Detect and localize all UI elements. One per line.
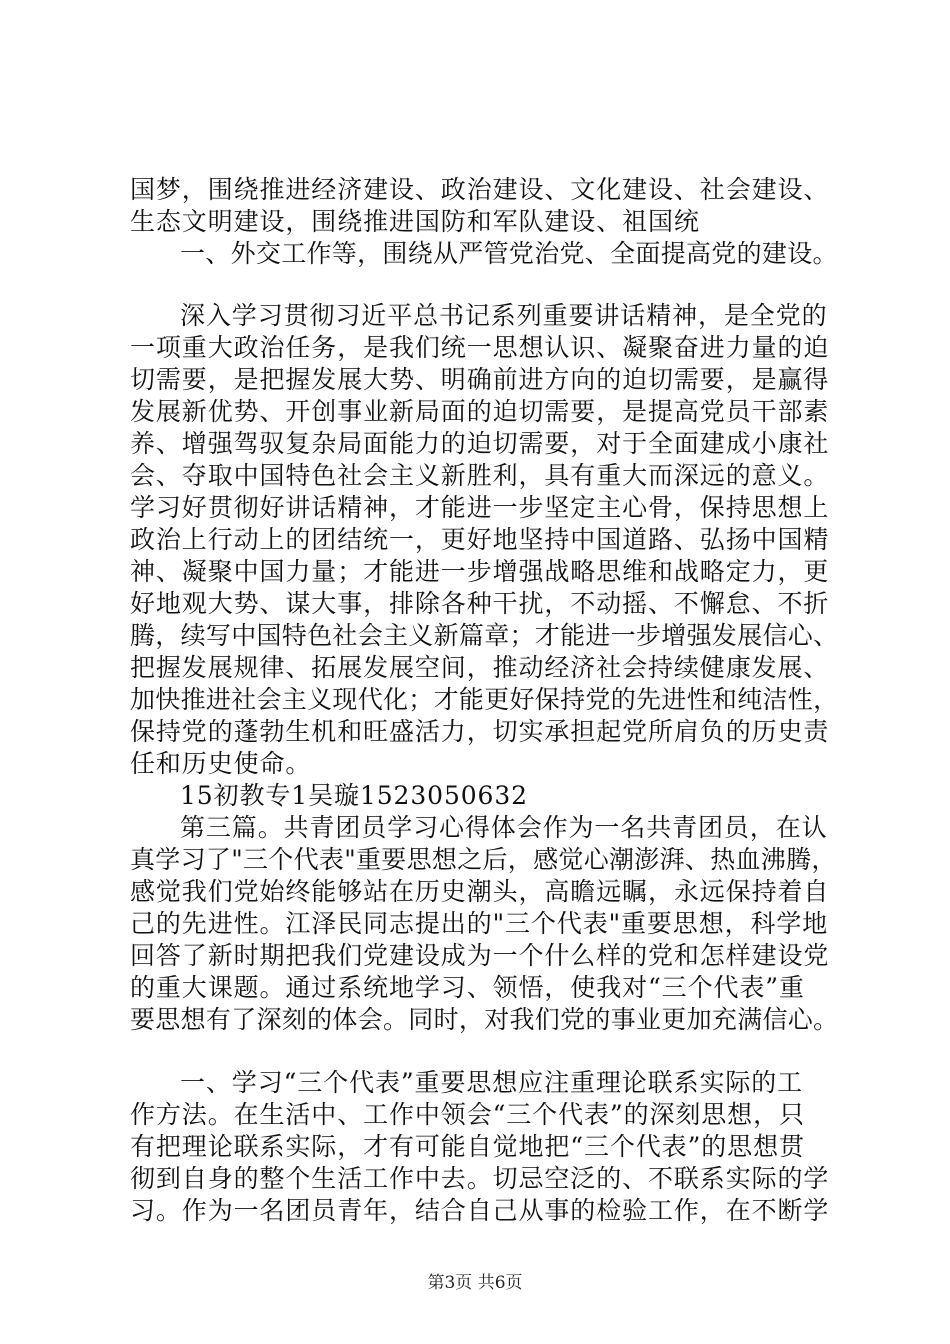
text-line: 腾，续写中国特色社会主义新篇章；才能进一步增强发展信心、	[130, 621, 839, 650]
text-line: 一项重大政治任务，是我们统一思想认识、凝聚奋进力量的迫	[130, 333, 830, 362]
text-line: 任和历史使命。	[130, 749, 312, 778]
text-line: 一、学习“三个代表”重要思想应注重理论联系实际的工	[180, 1068, 804, 1097]
text-line: 习。作为一名团员青年，结合自己从事的检验工作，在不断学	[130, 1196, 830, 1225]
text-line: 真学习了"三个代表"重要思想之后，感觉心潮澎湃、热血沸腾，	[130, 845, 837, 874]
text-line: 的重大课题。通过系统地学习、领悟，使我对“三个代表”重	[130, 973, 805, 1002]
text-line: 学习好贯彻好讲话精神，才能进一步坚定主心骨，保持思想上	[130, 493, 830, 522]
text-line: 己的先进性。江泽民同志提出的"三个代表"重要思想，科学地	[130, 909, 829, 938]
text-line: 养、增强驾驭复杂局面能力的迫切需要，对于全面建成小康社	[130, 429, 830, 458]
text-line: 回答了新时期把我们党建设成为一个什么样的党和怎样建设党	[130, 941, 830, 970]
text-line: 会、夺取中国特色社会主义新胜利，具有重大而深远的意义。	[130, 461, 830, 490]
text-line: 彻到自身的整个生活工作中去。切忌空泛的、不联系实际的学	[130, 1164, 830, 1193]
text-line: 感觉我们党始终能够站在历史潮头，高瞻远瞩，永远保持着自	[130, 877, 830, 906]
text-line: 国梦，围绕推进经济建设、政治建设、文化建设、社会建设、	[130, 175, 830, 204]
text-line: 一、外交工作等，围绕从严管党治党、全面提高党的建设。	[180, 239, 838, 268]
text-line: 切需要，是把握发展大势、明确前进方向的迫切需要，是赢得	[130, 365, 830, 394]
text-line: 神、凝聚中国力量；才能进一步增强战略思维和战略定力，更	[130, 557, 830, 586]
text-line: 要思想有了深刻的体会。同时，对我们党的事业更加充满信心。	[130, 1005, 839, 1034]
text-line: 作方法。在生活中、工作中领会“三个代表”的深刻思想，只	[130, 1100, 805, 1129]
text-line: 保持党的蓬勃生机和旺盛活力，切实承担起党所肩负的历史责	[130, 717, 830, 746]
text-line: 生态文明建设，围绕推进国防和军队建设、祖国统	[130, 207, 700, 236]
text-line: 有把理论联系实际，才有可能自觉地把“三个代表”的思想贯	[130, 1132, 805, 1161]
text-line: 把握发展规律、拓展发展空间，推动经济社会持续健康发展、	[130, 653, 830, 682]
text-line: 好地观大势、谋大事，排除各种干扰，不动摇、不懈怠、不折	[130, 589, 830, 618]
text-line: 发展新优势、开创事业新局面的迫切需要，是提高党员干部素	[130, 397, 830, 426]
text-line: 加快推进社会主义现代化；才能更好保持党的先进性和纯洁性，	[130, 685, 839, 714]
text-line: 政治上行动上的团结统一，更好地坚持中国道路、弘扬中国精	[130, 525, 830, 554]
author-line: 15初教专1吴璇1523050632	[180, 781, 528, 810]
text-line: 第三篇。共青团员学习心得体会作为一名共青团员，在认	[180, 813, 828, 842]
text-line: 深入学习贯彻习近平总书记系列重要讲话精神，是全党的	[180, 301, 828, 330]
page-number-footer: 第3页 共6页	[427, 1273, 523, 1293]
